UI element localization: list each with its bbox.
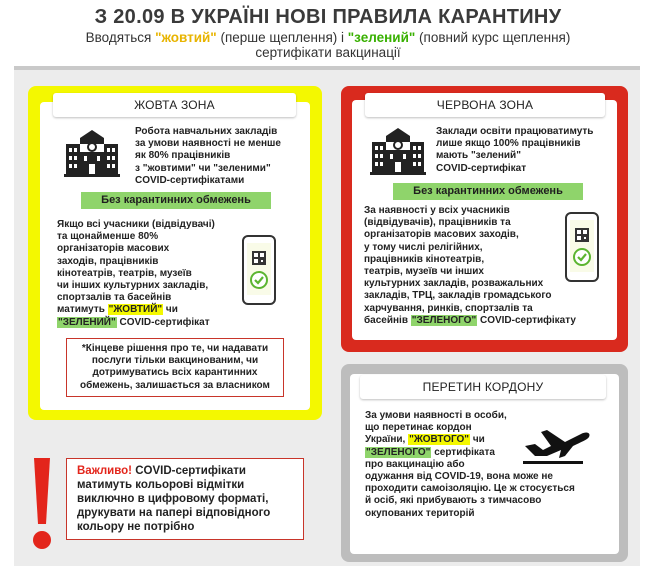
yellow-zone-body: Якщо всі учасники (відвідувачі) та щонайменше 80% організаторів масових заходів, працівників кінотеатрів, театрів, музеїв чи інших культурних закладів, спортзалів та басейнів матимуть "ЖОВТИЙ" чи "ЗЕЛЕНИЙ" COVID-сертифікат — [57, 219, 215, 328]
red-no-restrictions-banner: Без карантинних обмежень — [393, 183, 583, 200]
red-zone-intro: Заклади освіти працюватимуть лише якщо 100% працівників мають "зелений" COVID-сертифікат — [436, 126, 594, 174]
phone-certificate-icon — [242, 235, 276, 305]
red-zone-body: За наявності у всіх учасників (відвідувачів), працівників та організаторів масових заходів, у тому числі релігійних, працівників кінотеатрів, театрів, музеїв чи інших культурних закладів, розважальних закладів, ТРЦ, закладів громадського харчування, ринків, спортзалів та басейнів "ЗЕЛЕНОГО" COVID-сертифікату — [364, 205, 576, 326]
yellow-zone-title: ЖОВТА ЗОНА — [53, 93, 296, 117]
school-icon — [370, 126, 426, 176]
important-note-box: Важливо! COVID-сертифікати матимуть кольорові відмітки виключно в цифровому форматі, друкувати на папері відповідного кольору не потрібно — [66, 458, 304, 540]
border-title: ПЕРЕТИН КОРДОНУ — [360, 375, 606, 399]
school-icon — [64, 128, 120, 178]
airplane-icon — [521, 416, 593, 466]
yellow-no-restrictions-banner: Без карантинних обмежень — [81, 192, 271, 209]
red-zone-title: ЧЕРВОНА ЗОНА — [365, 93, 605, 117]
yellow-zone-intro: Робота навчальних закладів за умови наявності не менше як 80% працівників з "жовтими" чи "зеленими" COVID-сертифікатами — [135, 126, 281, 186]
page-title: З 20.09 В УКРАЇНІ НОВІ ПРАВИЛА КАРАНТИНУ — [94, 6, 562, 28]
page-subtitle: Вводяться "жовтий" (перше щеплення) і "зелений" (повний курс щеплення) сертифікати вакцинації — [85, 30, 571, 60]
phone-certificate-icon — [565, 212, 599, 282]
exclamation-icon — [30, 454, 54, 554]
yellow-note-box: *Кінцеве рішення про те, чи надавати послуги тільки вакцинованим, чи дотримуватись всіх карантинних обмежень, залишається за власником — [66, 338, 284, 397]
border-body: За умови наявності в особи, що перетинає кордон України, "ЖОВТОГО" чи "ЗЕЛЕНОГО" сертифіката про вакцинацію або одужання від COVID-19, вона може не проходити самоізоляцію. Це ж стосується й осіб, які прибувають з тимчасово окупованих територій — [365, 410, 575, 519]
